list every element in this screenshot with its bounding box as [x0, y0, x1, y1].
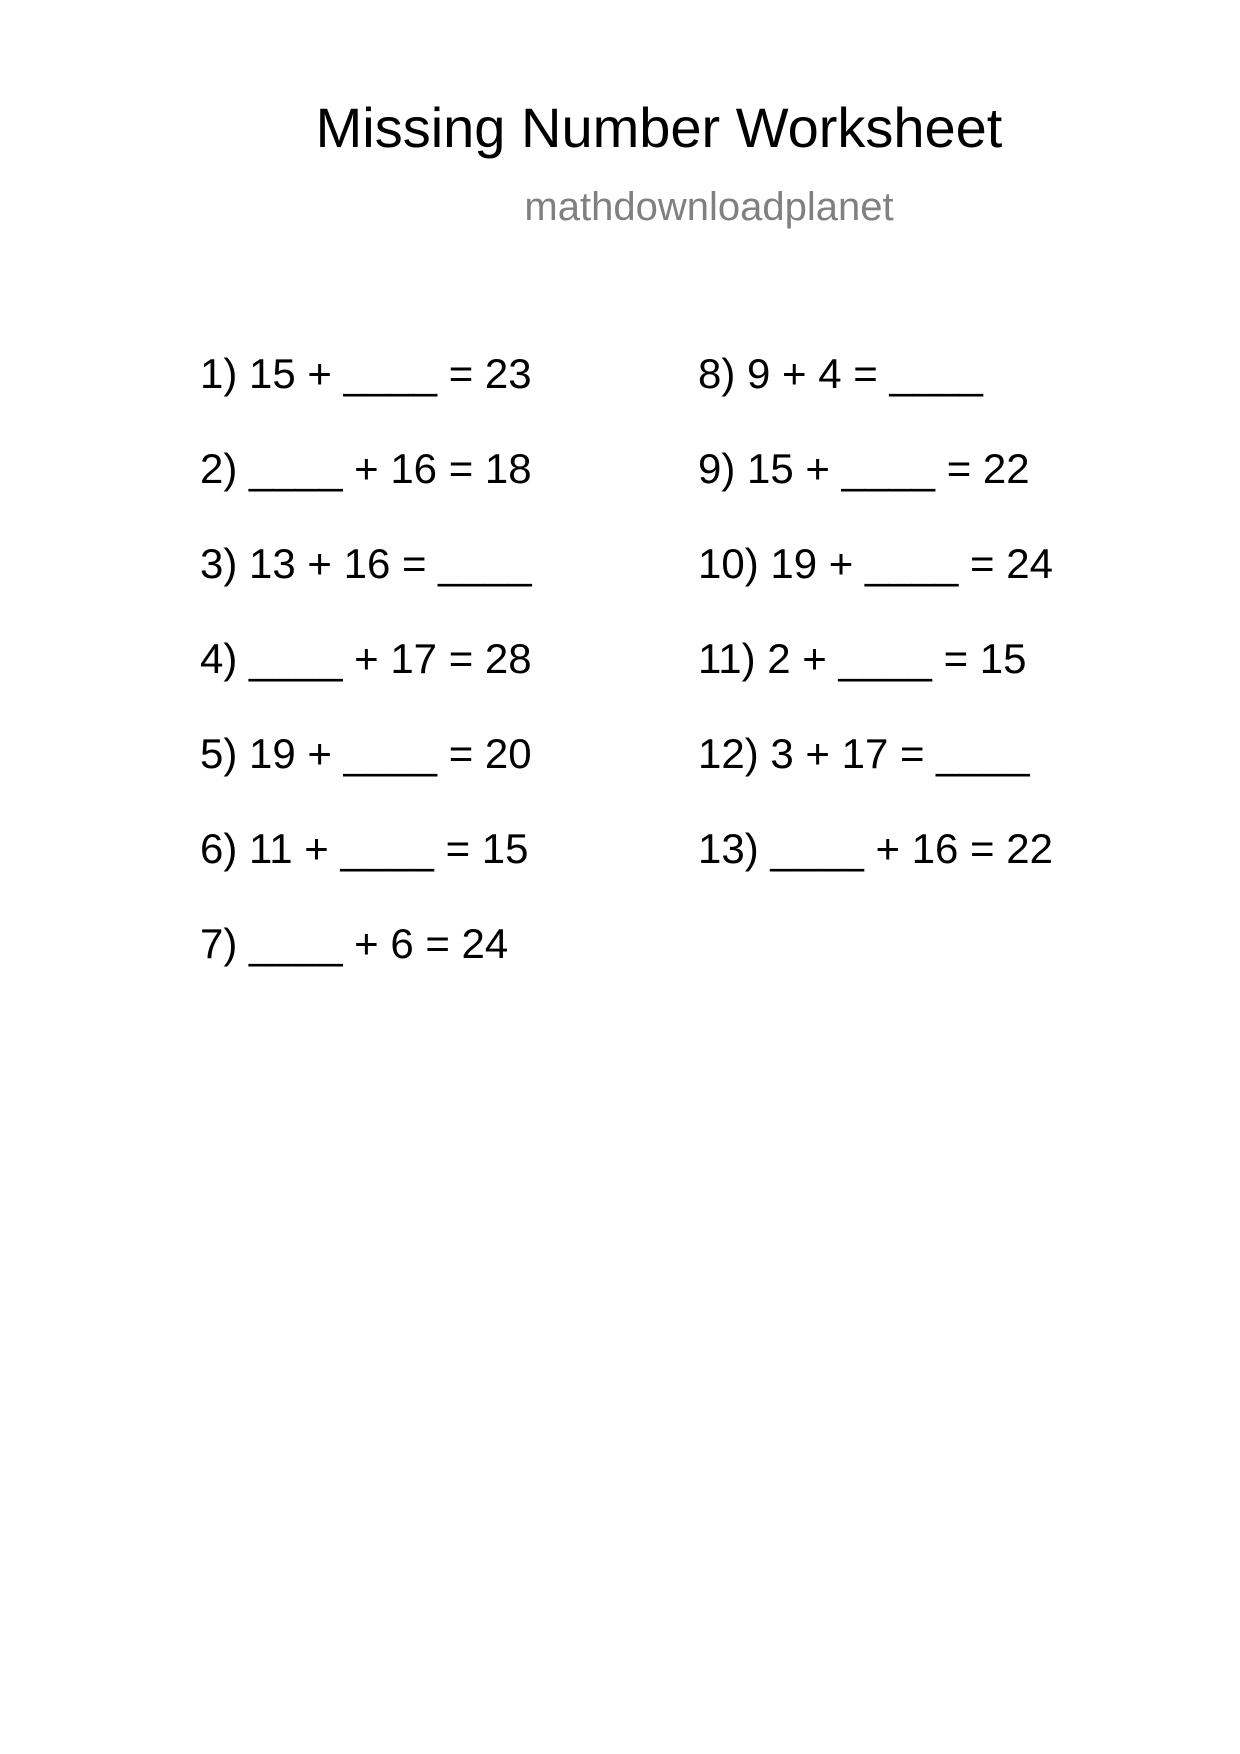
problem-7: 7) ____ + 6 = 24	[200, 920, 509, 967]
problem-12: 12) 3 + 17 = ____	[698, 730, 1030, 777]
page-subtitle: mathdownloadplanet	[524, 185, 894, 229]
problem-9: 9) 15 + ____ = 22	[698, 445, 1030, 492]
problems-right-column	[698, 351, 1053, 921]
problem-10: 10) 19 + ____ = 24	[698, 540, 1053, 587]
problem-11: 11) 2 + ____ = 15	[698, 635, 1027, 682]
problem-8: 8) 9 + 4 = ____	[698, 350, 983, 397]
problem-6: 6) 11 + ____ = 15	[200, 825, 529, 872]
problems-left-column	[200, 351, 532, 1016]
problem-1: 1) 15 + ____ = 23	[200, 350, 532, 397]
problem-5: 5) 19 + ____ = 20	[200, 730, 532, 777]
page-title: Missing Number Worksheet	[315, 96, 1003, 159]
problem-3: 3) 13 + 16 = ____	[200, 540, 532, 587]
problem-4: 4) ____ + 17 = 28	[200, 635, 532, 682]
problem-13: 13) ____ + 16 = 22	[698, 825, 1053, 872]
problem-2: 2) ____ + 16 = 18	[200, 445, 532, 492]
